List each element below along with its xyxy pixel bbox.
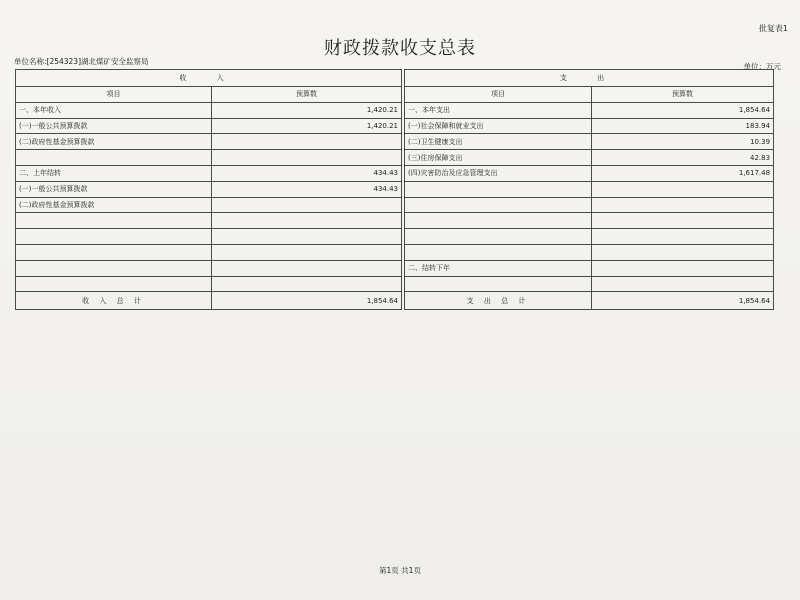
table-row bbox=[16, 134, 774, 150]
expense-item-cell bbox=[405, 213, 592, 229]
expense-item-cell bbox=[405, 229, 592, 245]
income-item-cell: (一)一般公共预算拨款 bbox=[16, 118, 212, 134]
income-item-cell: (二)政府性基金预算拨款 bbox=[16, 134, 212, 150]
currency-unit-label: 单位：万元 bbox=[743, 62, 781, 71]
expense-section-header: 支 出 bbox=[405, 70, 774, 87]
income-budget-cell bbox=[212, 134, 402, 150]
totals-row bbox=[16, 292, 774, 310]
expense-item-header: 项目 bbox=[405, 87, 592, 103]
table-row bbox=[16, 197, 774, 213]
expense-budget-cell: 1,854.64 bbox=[592, 102, 774, 118]
expense-item-cell bbox=[405, 276, 592, 292]
income-budget-cell bbox=[212, 213, 402, 229]
expense-item-cell: (三)住房保障支出 bbox=[405, 150, 592, 166]
income-budget-cell bbox=[212, 150, 402, 166]
income-item-cell: (二)政府性基金预算拨款 bbox=[16, 197, 212, 213]
income-budget-cell bbox=[212, 197, 402, 213]
income-section-header: 收 入 bbox=[16, 70, 402, 87]
income-budget-cell bbox=[212, 229, 402, 245]
expense-item-cell bbox=[405, 197, 592, 213]
income-budget-cell bbox=[212, 244, 402, 260]
column-header-row bbox=[16, 87, 774, 103]
expense-budget-cell: 183.94 bbox=[592, 118, 774, 134]
table-row bbox=[16, 102, 774, 118]
form-number: 批复表1 bbox=[758, 24, 788, 33]
expense-budget-cell bbox=[592, 197, 774, 213]
budget-summary-table bbox=[15, 69, 774, 310]
table-row bbox=[16, 118, 774, 134]
expense-total-label: 支 出 总 计 bbox=[405, 292, 592, 310]
section-header-row bbox=[16, 70, 774, 87]
expense-budget-cell bbox=[592, 276, 774, 292]
expense-item-cell bbox=[405, 244, 592, 260]
expense-item-cell bbox=[405, 181, 592, 197]
expense-budget-cell: 1,617.48 bbox=[592, 165, 774, 181]
income-item-cell bbox=[16, 276, 212, 292]
table-row bbox=[16, 229, 774, 245]
expense-budget-header: 预算数 bbox=[592, 87, 774, 103]
expense-item-cell: 二、结转下年 bbox=[405, 260, 592, 276]
expense-budget-cell: 10.39 bbox=[592, 134, 774, 150]
expense-total-value: 1,854.64 bbox=[592, 292, 774, 310]
income-total-value: 1,854.64 bbox=[212, 292, 402, 310]
table-row bbox=[16, 276, 774, 292]
income-total-label: 收 入 总 计 bbox=[16, 292, 212, 310]
income-item-cell bbox=[16, 260, 212, 276]
expense-budget-cell bbox=[592, 260, 774, 276]
income-item-cell: (一)一般公共预算拨款 bbox=[16, 181, 212, 197]
income-budget-cell: 434.43 bbox=[212, 165, 402, 181]
income-item-header: 项目 bbox=[16, 87, 212, 103]
income-budget-header: 预算数 bbox=[212, 87, 402, 103]
income-item-cell: 二、上年结转 bbox=[16, 165, 212, 181]
table-row bbox=[16, 244, 774, 260]
expense-budget-cell bbox=[592, 244, 774, 260]
table-row bbox=[16, 260, 774, 276]
income-item-cell bbox=[16, 229, 212, 245]
table-row bbox=[16, 213, 774, 229]
table-row bbox=[16, 181, 774, 197]
expense-item-cell: 一、本年支出 bbox=[405, 102, 592, 118]
expense-budget-cell bbox=[592, 229, 774, 245]
page-title: 财政拨款收支总表 bbox=[324, 38, 476, 59]
expense-item-cell: (二)卫生健康支出 bbox=[405, 134, 592, 150]
income-budget-cell bbox=[212, 260, 402, 276]
expense-budget-cell: 42.83 bbox=[592, 150, 774, 166]
income-item-cell bbox=[16, 213, 212, 229]
page-footer: 第1页 共1页 bbox=[379, 566, 421, 575]
income-budget-cell bbox=[212, 276, 402, 292]
income-budget-cell: 1,420.21 bbox=[212, 118, 402, 134]
income-budget-cell: 1,420.21 bbox=[212, 102, 402, 118]
income-item-cell bbox=[16, 244, 212, 260]
income-budget-cell: 434.43 bbox=[212, 181, 402, 197]
table-row bbox=[16, 150, 774, 166]
table-row bbox=[16, 165, 774, 181]
income-item-cell: 一、本年收入 bbox=[16, 102, 212, 118]
income-item-cell bbox=[16, 150, 212, 166]
expense-item-cell: (四)灾害防治及应急管理支出 bbox=[405, 165, 592, 181]
expense-item-cell: (一)社会保障和就业支出 bbox=[405, 118, 592, 134]
expense-budget-cell bbox=[592, 181, 774, 197]
unit-name-label: 单位名称:[254323]湖北煤矿安全监察局 bbox=[14, 57, 149, 66]
expense-budget-cell bbox=[592, 213, 774, 229]
